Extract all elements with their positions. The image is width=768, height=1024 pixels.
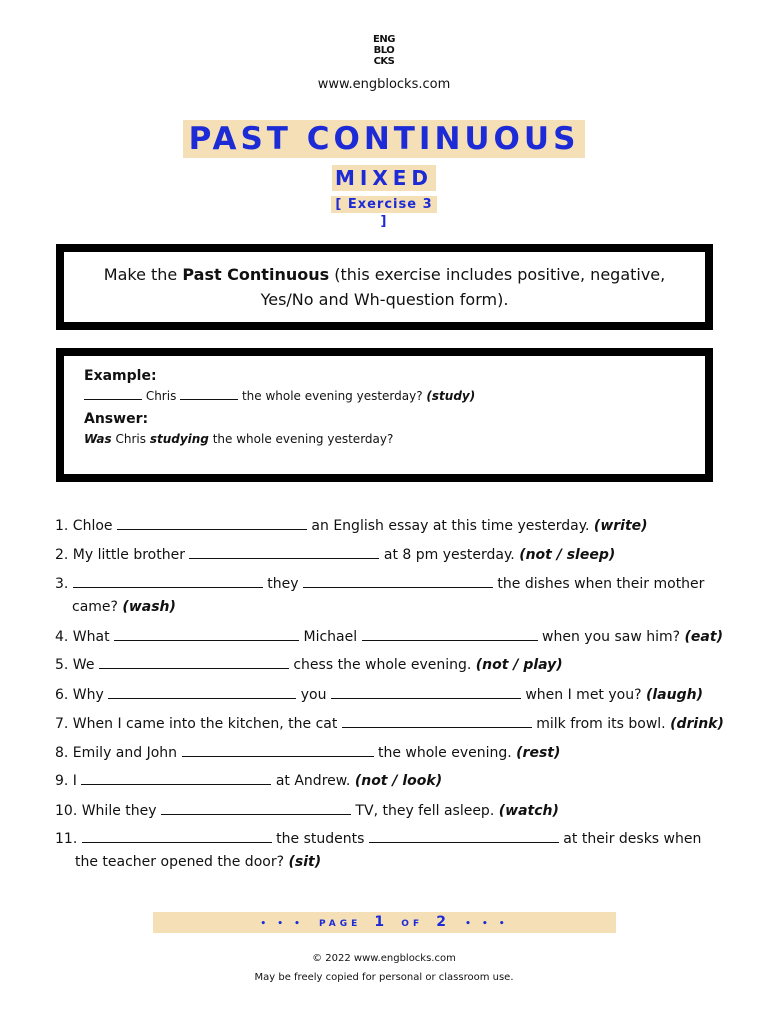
instructions-box	[56, 244, 713, 330]
question-11: 11. the students at their desks when	[55, 831, 702, 847]
question-5: 5. We chess the whole evening. (not / play)	[55, 657, 563, 673]
usage-note: May be freely copied for personal or classroom use.	[254, 972, 514, 983]
copyright: © 2022 www.engblocks.com	[312, 953, 456, 964]
question-6: 6. Why you when I met you? (laugh)	[55, 687, 703, 703]
answer-blank[interactable]	[342, 714, 532, 728]
question-11-continued: the teacher opened the door? (sit)	[75, 854, 322, 870]
question-9: 9. I at Andrew. (not / look)	[55, 773, 443, 789]
answer-blank[interactable]	[369, 829, 559, 843]
answer-blank[interactable]	[114, 627, 299, 641]
instructions-text: Make the Past Continuous (this exercise includes positive, negative, Yes/No and Wh-question form).	[103, 265, 666, 309]
answer-blank[interactable]	[182, 743, 374, 757]
answer-sentence: Was Chris studying the whole evening yesterday?	[84, 432, 394, 446]
example-blank	[180, 390, 238, 400]
example-box	[56, 348, 713, 482]
website-url: www.engblocks.com	[317, 77, 451, 92]
example-sentence: Chris the whole evening yesterday? (study)	[84, 389, 685, 403]
question-7: 7. When I came into the kitchen, the cat milk from its bowl. (drink)	[55, 716, 724, 732]
answer-blank[interactable]	[99, 655, 289, 669]
answer-blank[interactable]	[81, 771, 271, 785]
answer-blank[interactable]	[362, 627, 538, 641]
exercise-number: [ Exercise 3 ]	[331, 196, 437, 213]
page-indicator: • • • PAGE 1 OF 2 • • •	[153, 912, 616, 933]
question-4: 4. What Michael when you saw him? (eat)	[55, 629, 723, 645]
page-title: PAST CONTINUOUS	[183, 120, 585, 158]
question-8: 8. Emily and John the whole evening. (rest)	[55, 745, 561, 761]
example-blank	[84, 390, 142, 400]
engblocks-logo: ENG BLO CKS	[373, 34, 395, 67]
answer-blank[interactable]	[108, 685, 296, 699]
answer-blank[interactable]	[189, 545, 379, 559]
answer-blank[interactable]	[303, 574, 493, 588]
question-3: 3. they the dishes when their mother	[55, 576, 705, 592]
question-2: 2. My little brother at 8 pm yesterday. (not / sleep)	[55, 547, 616, 563]
question-1: 1. Chloe an English essay at this time yesterday. (write)	[55, 518, 648, 534]
answer-blank[interactable]	[73, 574, 263, 588]
answer-blank[interactable]	[117, 516, 307, 530]
answer-blank[interactable]	[161, 801, 351, 815]
answer-blank[interactable]	[82, 829, 272, 843]
answer-blank[interactable]	[331, 685, 521, 699]
question-3-continued: came? (wash)	[72, 599, 176, 615]
answer-label: Answer:	[84, 411, 149, 427]
example-label: Example:	[84, 368, 157, 384]
page-subtitle: MIXED	[332, 165, 436, 191]
question-10: 10. While they TV, they fell asleep. (watch)	[55, 803, 559, 819]
